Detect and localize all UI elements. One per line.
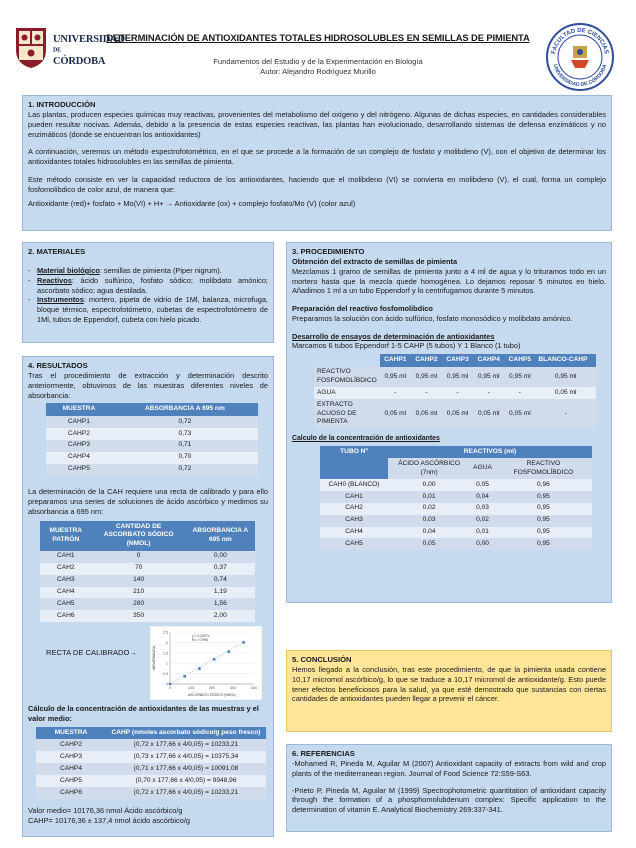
tubes-header-cahp1: CAHP1 bbox=[380, 354, 411, 367]
table-row: CAH2 70 0,37 bbox=[40, 563, 255, 575]
table-row: CAH1 0 0,00 bbox=[40, 551, 255, 563]
intro-paragraph-3: Este método consiste en ver la capacidad reductora de los antioxidantes, haciendo que el molibdeno (VI) se convierta en molibdeno (V), el cual, forma un complejo fosfomolibdico de color azul, de manera que: bbox=[28, 174, 606, 194]
materials-item-instruments: - Instrumentos: mortero, pipeta de vidrio de 1Ml, balanza, microfuga, bloque térmico, espectrofotómetro, cubetas de espectrofotómetro de 1Ml, tubos de Eppendorf, cubeta con hielo picado. bbox=[28, 295, 268, 324]
table-row: CAH3 140 0,74 bbox=[40, 575, 255, 587]
chart-y-axis-label: ABSORBANCIA bbox=[152, 645, 156, 671]
abs-header-sample: MUESTRA bbox=[46, 403, 112, 416]
abs-header-absorbance: ABSORBANCIA A 695 nm bbox=[112, 403, 258, 416]
author-name: Autor: Alejandro Rodríguez Murillo bbox=[260, 67, 376, 76]
chart-y-tick-label: 1 bbox=[166, 661, 168, 666]
chart-y-tick-label: 0 bbox=[166, 682, 168, 687]
procedure-sub-assay: Desarrollo de ensayos de determinación de antioxidantes bbox=[292, 331, 495, 341]
chart-point bbox=[213, 658, 216, 661]
references-panel bbox=[286, 744, 612, 832]
conclusion-text: Hemos llegado a la conclusión, tras este procedimiento, de que la pimienta usada contiene 10,17 micromol ascórbico/g, lo que se traduce a 10,17 micromol de antioxidante/g. Esto puede tener efectos beneficiosos para la salud, ya que esté demostrado que sustancias con ciertas cantidades de antioxidantes pueden llegar a prevenir el cáncer. bbox=[292, 665, 606, 704]
tubes-header-cahp3: CAHP3 bbox=[442, 354, 473, 367]
conclusion-panel bbox=[286, 650, 612, 732]
table-row: CAH3 0,03 0,02 0,95 bbox=[320, 515, 592, 527]
chart-point bbox=[169, 683, 172, 686]
results-heading: 4. RESULTADOS bbox=[28, 361, 88, 370]
procedure-sub-reagent: Preparación del reactivo fosfomolibdico bbox=[292, 304, 433, 314]
table-row: CAHP5 0,72 bbox=[46, 464, 258, 476]
tubes-header-blank: BLANCO-CAHP bbox=[535, 354, 596, 367]
chart-x-tick-label: 200 bbox=[209, 686, 215, 691]
calc-header-cahp: CAHP (nmoles ascorbato sódico/g peso fresco) bbox=[106, 727, 266, 740]
university-de: DE bbox=[53, 47, 61, 54]
table-row: CAH5 0,05 0,00 0,95 bbox=[320, 538, 592, 550]
table-row: EXTRACTO ACUOSO DE PIMIENTA 0,05 ml 0,05 ml 0,05 ml 0,05 ml 0,05 ml - bbox=[314, 399, 596, 428]
conc-header-tube: TUBO Nº bbox=[320, 446, 388, 479]
chart-y-tick-label: 2 bbox=[166, 641, 168, 646]
table-row: CAH4 210 1,19 bbox=[40, 587, 255, 599]
materials-heading: 2. MATERIALES bbox=[28, 247, 86, 256]
calibration-table bbox=[40, 521, 255, 622]
chart-x-tick-label: 400 bbox=[251, 686, 257, 691]
procedure-sub-calc: Calculo de la concentración de antioxidantes bbox=[292, 434, 440, 442]
calibration-curve-label: RECTA DE CALIBRADO→ bbox=[46, 648, 138, 658]
intro-equation: Antioxidante (red)+ fosfato + Mo(VI) + H+ → Antioxidante (ox) + complejo fosfato/Mo (V) (color azul) bbox=[28, 199, 356, 209]
table-row: CAHP2 (0,72 x 177,66 x 4/0,05) = 10233,21 bbox=[36, 739, 266, 751]
chart-x-tick-label: 0 bbox=[169, 686, 171, 691]
table-row: CAHP3 (0,73 x 177,66 x 4/0,05) = 10375,34 bbox=[36, 751, 266, 763]
procedure-panel bbox=[286, 242, 612, 603]
intro-heading: 1. INTRODUCCIÓN bbox=[28, 100, 96, 109]
procedure-text-extract: Mezclamos 1 gramo de semillas de pimienta junto a 4 ml de agua y lo trituramos todo en un mortero hasta que la mezcla quede homogénea. Lo dejamos reposar 5 minutos en hielo. Añadimos 1 ml a un tubo Eppendorf y lo centrifugamos durante 5 minutos. bbox=[292, 266, 606, 296]
table-row: CAH2 0,02 0,03 0,95 bbox=[320, 503, 592, 515]
procedure-sub-extract: Obtención del extracto de semillas de pimienta bbox=[292, 257, 458, 267]
table-row: CAHP4 (0,71 x 177,66 x 4/0,05) = 10091,08 bbox=[36, 763, 266, 775]
table-row: CAHP5 (0,70 x 177,66 x 4/0,05) = 9948,96 bbox=[36, 775, 266, 787]
materials-item-reagents: - Reactivos: ácido sulfúrico, fosfato sódico; molibdato amónico; ascorbato sódico; agua destilada. bbox=[28, 276, 268, 296]
table-row: CAH1 0,01 0,04 0,95 bbox=[320, 491, 592, 503]
procedure-text-reagent: Preparamos la solución con ácido sulfúrico, fosfato monosódico y molibdato amónico. bbox=[292, 313, 573, 323]
chart-y-tick-label: 1,5 bbox=[163, 651, 168, 656]
conc-sub-reagent: REACTIVO FOSFOMOLÍBDICO bbox=[495, 458, 592, 479]
table-row: REACTIVO FOSFOMOLÍBDICO 0,95 ml 0,95 ml 0,95 ml 0,95 ml 0,95 ml 0,95 ml bbox=[314, 367, 596, 388]
tubes-header-cahp2: CAHP2 bbox=[411, 354, 442, 367]
tubes-table bbox=[314, 354, 596, 428]
conc-sub-ascorbic: ÁCIDO ASCÓRBICO (7nm) bbox=[388, 458, 470, 479]
concentration-table bbox=[320, 446, 592, 551]
calibration-intro: La determinación de la CAH requiere una recta de calibrado y para ello preparamos una series de soluciones de ácido ascórbico y medimos su absorbancia a 695 nm: bbox=[28, 487, 268, 516]
reference-2: -Prieto P, Pineda M, Aguilar M (1999) Spectrophotometric quantitation of antioxidant capacity through the formation of a phosphomolubdenum complex: Specific application to the determination of vitamin E. Analytical Biochemistry 269:337-341. bbox=[292, 785, 606, 815]
cal-header-absorbance: ABSORBANCIA A 695 nm bbox=[186, 521, 255, 551]
chart-point bbox=[242, 641, 245, 644]
university-name-line2: CÓRDOBA bbox=[53, 56, 106, 68]
results-panel bbox=[22, 356, 274, 837]
calc-heading: Cálculo de la concentración de antioxidantes de las muestras y el valor medio: bbox=[28, 704, 259, 723]
chart-point bbox=[228, 650, 231, 653]
materials-item-biological: - Material biológico: semillas de pimienta (Piper nigrum). bbox=[28, 266, 268, 276]
intro-paragraph-2: A continuación, veremos un método espectrofotométrico, en el que se procede a la formación de un complejo de fosfato y molibdeno (V), con el objetivo de determinar los antioxidantes totales hidrosolubles en las semillas de pimienta. bbox=[28, 147, 606, 167]
calc-header-sample: MUESTRA bbox=[36, 727, 106, 740]
absorbance-table bbox=[46, 403, 258, 475]
table-row: CAH0 (BLANCO) 0,00 0,05 0,96 bbox=[320, 479, 592, 491]
chart-x-tick-label: 300 bbox=[230, 686, 236, 691]
procedure-text-assay: Marcamos 6 tubos Eppendorf 1-5 CAHP (5 tubos) Y 1 Blanco (1 tubo) bbox=[292, 341, 521, 351]
mean-value: Valor medio= 10176,36 nmol Ácido ascórbico/g bbox=[28, 805, 183, 815]
conclusion-heading: 5. CONCLUSIÓN bbox=[292, 655, 352, 664]
conc-sub-water: AGUA bbox=[470, 458, 495, 479]
procedure-heading: 3. PROCEDIMIENTO bbox=[292, 247, 365, 256]
table-row: CAHP4 0,70 bbox=[46, 452, 258, 464]
materials-panel bbox=[22, 242, 274, 343]
chart-r2-label: R² = 0,998 bbox=[192, 638, 208, 643]
poster-title: DETERMINACIÓN DE ANTIOXIDANTES TOTALES HIDROSOLUBLES EN SEMILLAS DE PIMIENTA bbox=[106, 32, 530, 43]
chart-point bbox=[183, 675, 186, 678]
cal-header-amount: CANTIDAD DE ASCORBATO SÓDICO (NMOL) bbox=[92, 521, 186, 551]
tubes-header-cahp4: CAHP4 bbox=[473, 354, 504, 367]
tubes-header-cahp5: CAHP5 bbox=[504, 354, 535, 367]
seal-bottom-text: UNIVERSIDAD DE CÓRDOBA bbox=[551, 63, 609, 89]
course-name: Fundamentos del Estudio y de la Experimentación en Biología bbox=[213, 57, 423, 66]
university-name-line1: UNIVERSIDAD bbox=[53, 34, 125, 45]
table-row: CAH4 0,04 0,01 0,95 bbox=[320, 527, 592, 539]
intro-panel bbox=[22, 95, 612, 231]
chart-trendline-label: y = 0,0057x bbox=[192, 634, 210, 639]
seal-top-text: FACULTAD DE CIENCIAS bbox=[551, 27, 609, 55]
cal-header-standard: MUESTRA PATRÓN bbox=[40, 521, 92, 551]
faculty-seal-icon bbox=[545, 22, 615, 92]
results-intro: Tras el procedimiento de extracción y determinación descrito anteriormente, obtuvimos de las muestras diferentes niveles de absorbancia: bbox=[28, 371, 268, 400]
table-row: CAHP3 0,71 bbox=[46, 440, 258, 452]
chart-x-tick-label: 100 bbox=[188, 686, 194, 691]
table-row: CAHP6 (0,72 x 177,66 x 4/0,05) = 10233,21 bbox=[36, 787, 266, 799]
calibration-chart bbox=[150, 626, 262, 700]
chart-y-tick-label: 0,5 bbox=[163, 672, 168, 677]
table-row: CAH5 280 1,56 bbox=[40, 598, 255, 610]
intro-paragraph-1: Las plantas, producen especies químicas muy reactivas, provenientes del metabolismo del oxígeno y del nitrógeno. Algunas de dichas especies, en cantidades considerables pueden resultar nocivas. Además, debido a la presencia de estas especies reactivas, las plantas han evolucionado, desarrollando sistemas de defensa enzimáticos y no enzimáticos (donde se encuentran los antioxidantes) bbox=[28, 110, 606, 139]
cahp-value: CAHP= 10176,36 ± 137,4 nmol ácido ascórbico/g bbox=[28, 815, 191, 825]
table-row: CAHP2 0,73 bbox=[46, 428, 258, 440]
chart-x-axis-label: ASCORBATO SÓDICO (NMOL) bbox=[187, 693, 237, 698]
concentration-calc-table bbox=[36, 727, 266, 799]
table-row: CAH6 350 2,00 bbox=[40, 610, 255, 622]
table-row: CAHP1 0,72 bbox=[46, 416, 258, 428]
chart-y-tick-label: 2,5 bbox=[163, 630, 168, 635]
conc-header-reagents: REACTIVOS (ml) bbox=[388, 446, 592, 459]
chart-point bbox=[198, 668, 201, 671]
table-row: AGUA - - - - - 0,05 ml bbox=[314, 387, 596, 399]
references-heading: 6. REFERENCIAS bbox=[292, 749, 355, 758]
reference-1: -Mohamed R, Pineda M, Aguilar M (2007) Antioxidant capacity of extracts from wild and crop plants of the mediterranean region. Journal of Food Science 72:S59-S63. bbox=[292, 759, 606, 778]
